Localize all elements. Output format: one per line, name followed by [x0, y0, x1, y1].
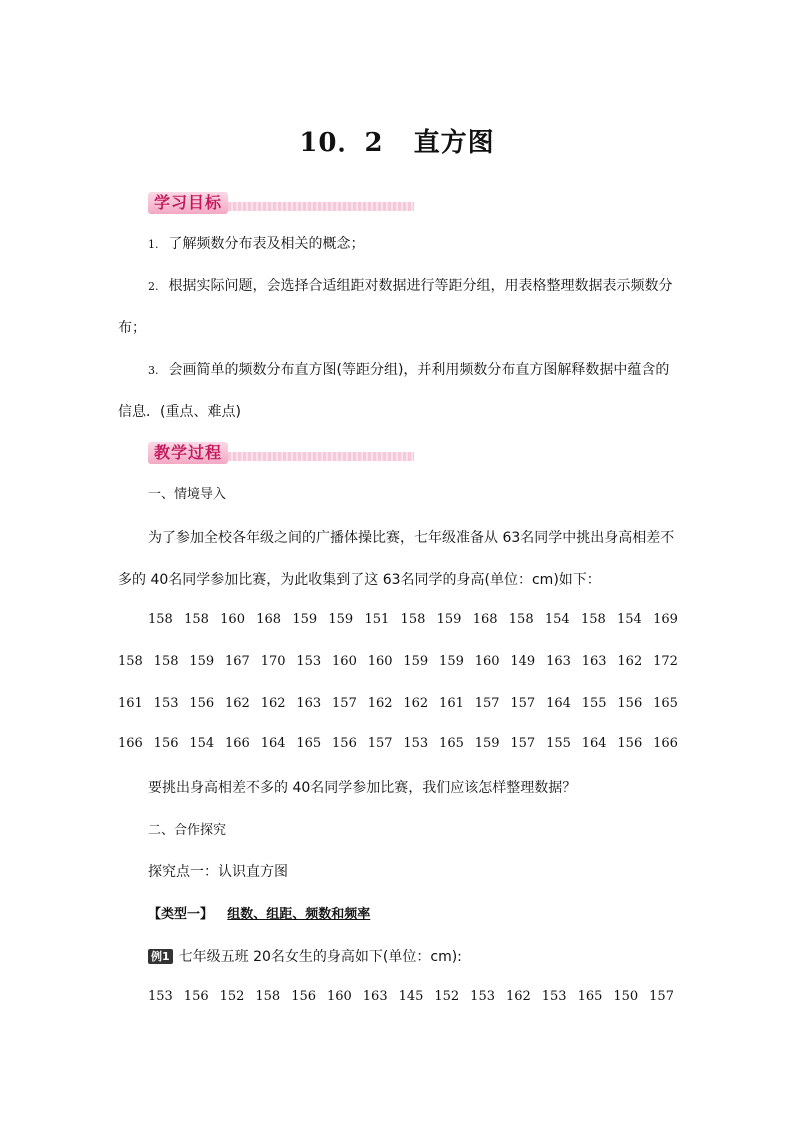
- height-value: 168: [472, 612, 498, 627]
- height-value: 157: [649, 989, 674, 1004]
- height-value: 150: [613, 989, 639, 1004]
- height-value: 170: [260, 654, 286, 669]
- height-value: 160: [326, 989, 352, 1004]
- height-value: 163: [362, 989, 388, 1004]
- page-title: [0, 122, 794, 159]
- height-value: 156: [617, 696, 643, 711]
- height-value: 159: [292, 612, 318, 627]
- height-value: 158: [400, 612, 426, 627]
- height-value: 155: [546, 736, 571, 751]
- height-value: 157: [510, 736, 536, 751]
- height-value: 164: [260, 736, 286, 751]
- height-value: 162: [225, 696, 250, 711]
- height-value: 165: [653, 696, 678, 711]
- intro-heading: 一、情境导入: [148, 487, 227, 502]
- height-value: 154: [544, 612, 570, 627]
- height-value: 160: [367, 654, 393, 669]
- height-value: 165: [577, 989, 603, 1004]
- height-value: 164: [581, 736, 607, 751]
- explore-point: 探究点一：认识直方图: [148, 864, 288, 880]
- height-value: 161: [439, 696, 464, 711]
- height-value: 159: [189, 654, 215, 669]
- height-value: 162: [403, 696, 429, 711]
- height-value: 167: [225, 654, 250, 669]
- objective-item: 2. 根据实际问题，会选择合适组距对数据进行等距分组，用表格整理数据表示频数分: [148, 278, 673, 294]
- height-value: 156: [332, 736, 357, 751]
- height-value: 153: [541, 989, 567, 1004]
- height-value: 162: [505, 989, 531, 1004]
- height-value: 157: [332, 696, 357, 711]
- height-value: 160: [220, 612, 245, 627]
- height-value: 162: [617, 654, 643, 669]
- type-label: 【类型一】: [148, 907, 214, 922]
- height-value: 157: [367, 736, 393, 751]
- height-value: 158: [148, 612, 173, 627]
- height-value: 160: [474, 654, 500, 669]
- height-value: 153: [296, 654, 322, 669]
- height-value: 166: [225, 736, 250, 751]
- height-value: 156: [189, 696, 215, 711]
- intro-question: 要挑出身高相差不多的 40名同学参加比赛，我们应该怎样整理数据？: [148, 780, 577, 796]
- height-value: 157: [510, 696, 536, 711]
- height-value: 159: [439, 654, 464, 669]
- objectives-banner: [148, 192, 414, 214]
- explore-heading: 二、合作探究: [148, 823, 227, 838]
- height-value: 159: [328, 612, 354, 627]
- height-value: 172: [653, 654, 678, 669]
- objective-continuation: 信息．(重点、难点): [118, 404, 241, 420]
- section-number: 10．2: [299, 128, 384, 158]
- example-badge: 例1: [148, 949, 173, 964]
- process-tag: 教学过程: [148, 442, 228, 464]
- example-text: 七年级五班 20名女生的身高如下(单位：cm):: [178, 949, 462, 965]
- height-value: 153: [403, 736, 429, 751]
- objective-continuation: 布；: [118, 320, 146, 336]
- height-value: 166: [118, 736, 143, 751]
- height-value: 154: [617, 612, 642, 627]
- height-value: 158: [153, 654, 179, 669]
- height-value: 160: [332, 654, 357, 669]
- height-value: 155: [581, 696, 607, 711]
- process-banner: [148, 442, 414, 464]
- heights-row-2: [118, 654, 678, 669]
- height-value: 159: [474, 736, 500, 751]
- height-value: 158: [118, 654, 143, 669]
- height-value: 162: [367, 696, 393, 711]
- height-value: 159: [436, 612, 462, 627]
- height-value: 165: [439, 736, 464, 751]
- height-value: 158: [255, 989, 281, 1004]
- objective-item: 1. 了解频数分布表及相关的概念；: [148, 236, 365, 252]
- example-line: [148, 947, 462, 967]
- height-value: 163: [546, 654, 571, 669]
- height-value: 161: [118, 696, 143, 711]
- height-value: 163: [296, 696, 322, 711]
- height-value: 152: [219, 989, 245, 1004]
- height-value: 153: [148, 989, 173, 1004]
- height-value: 163: [581, 654, 607, 669]
- height-value: 156: [153, 736, 179, 751]
- intro-paragraph-line: 多的 40名同学参加比赛，为此收集到了这 63名同学的身高(单位：cm)如下：: [118, 572, 601, 588]
- heights-row-1: [148, 612, 678, 627]
- height-value: 157: [474, 696, 500, 711]
- height-value: 156: [183, 989, 209, 1004]
- section-title: 直方图: [413, 128, 495, 158]
- height-value: 164: [546, 696, 571, 711]
- height-value: 145: [398, 989, 424, 1004]
- height-value: 158: [580, 612, 606, 627]
- objective-item: 3. 会画简单的频数分布直方图(等距分组)，并利用频数分布直方图解释数据中蕴含的: [148, 362, 670, 378]
- heights-row-3: [118, 696, 678, 711]
- heights-row-4: [118, 736, 678, 751]
- intro-paragraph-line: 为了参加全校各年级之间的广播体操比赛，七年级准备从 63名同学中挑出身高相差不: [148, 530, 675, 546]
- height-value: 166: [653, 736, 678, 751]
- height-value: 156: [291, 989, 317, 1004]
- height-value: 156: [617, 736, 643, 751]
- height-value: 165: [296, 736, 322, 751]
- height-value: 158: [508, 612, 534, 627]
- height-value: 168: [256, 612, 282, 627]
- height-value: 152: [434, 989, 460, 1004]
- height-value: 162: [260, 696, 286, 711]
- height-value: 151: [364, 612, 390, 627]
- example-heights-row: [148, 989, 674, 1004]
- objectives-tag: 学习目标: [148, 192, 228, 214]
- type-heading: [148, 905, 370, 925]
- height-value: 153: [153, 696, 179, 711]
- height-value: 153: [470, 989, 495, 1004]
- height-value: 149: [510, 654, 536, 669]
- height-value: 158: [184, 612, 209, 627]
- height-value: 159: [403, 654, 429, 669]
- height-value: 169: [653, 612, 678, 627]
- height-value: 154: [189, 736, 215, 751]
- type-title: 组数、组距、频数和频率: [227, 907, 371, 922]
